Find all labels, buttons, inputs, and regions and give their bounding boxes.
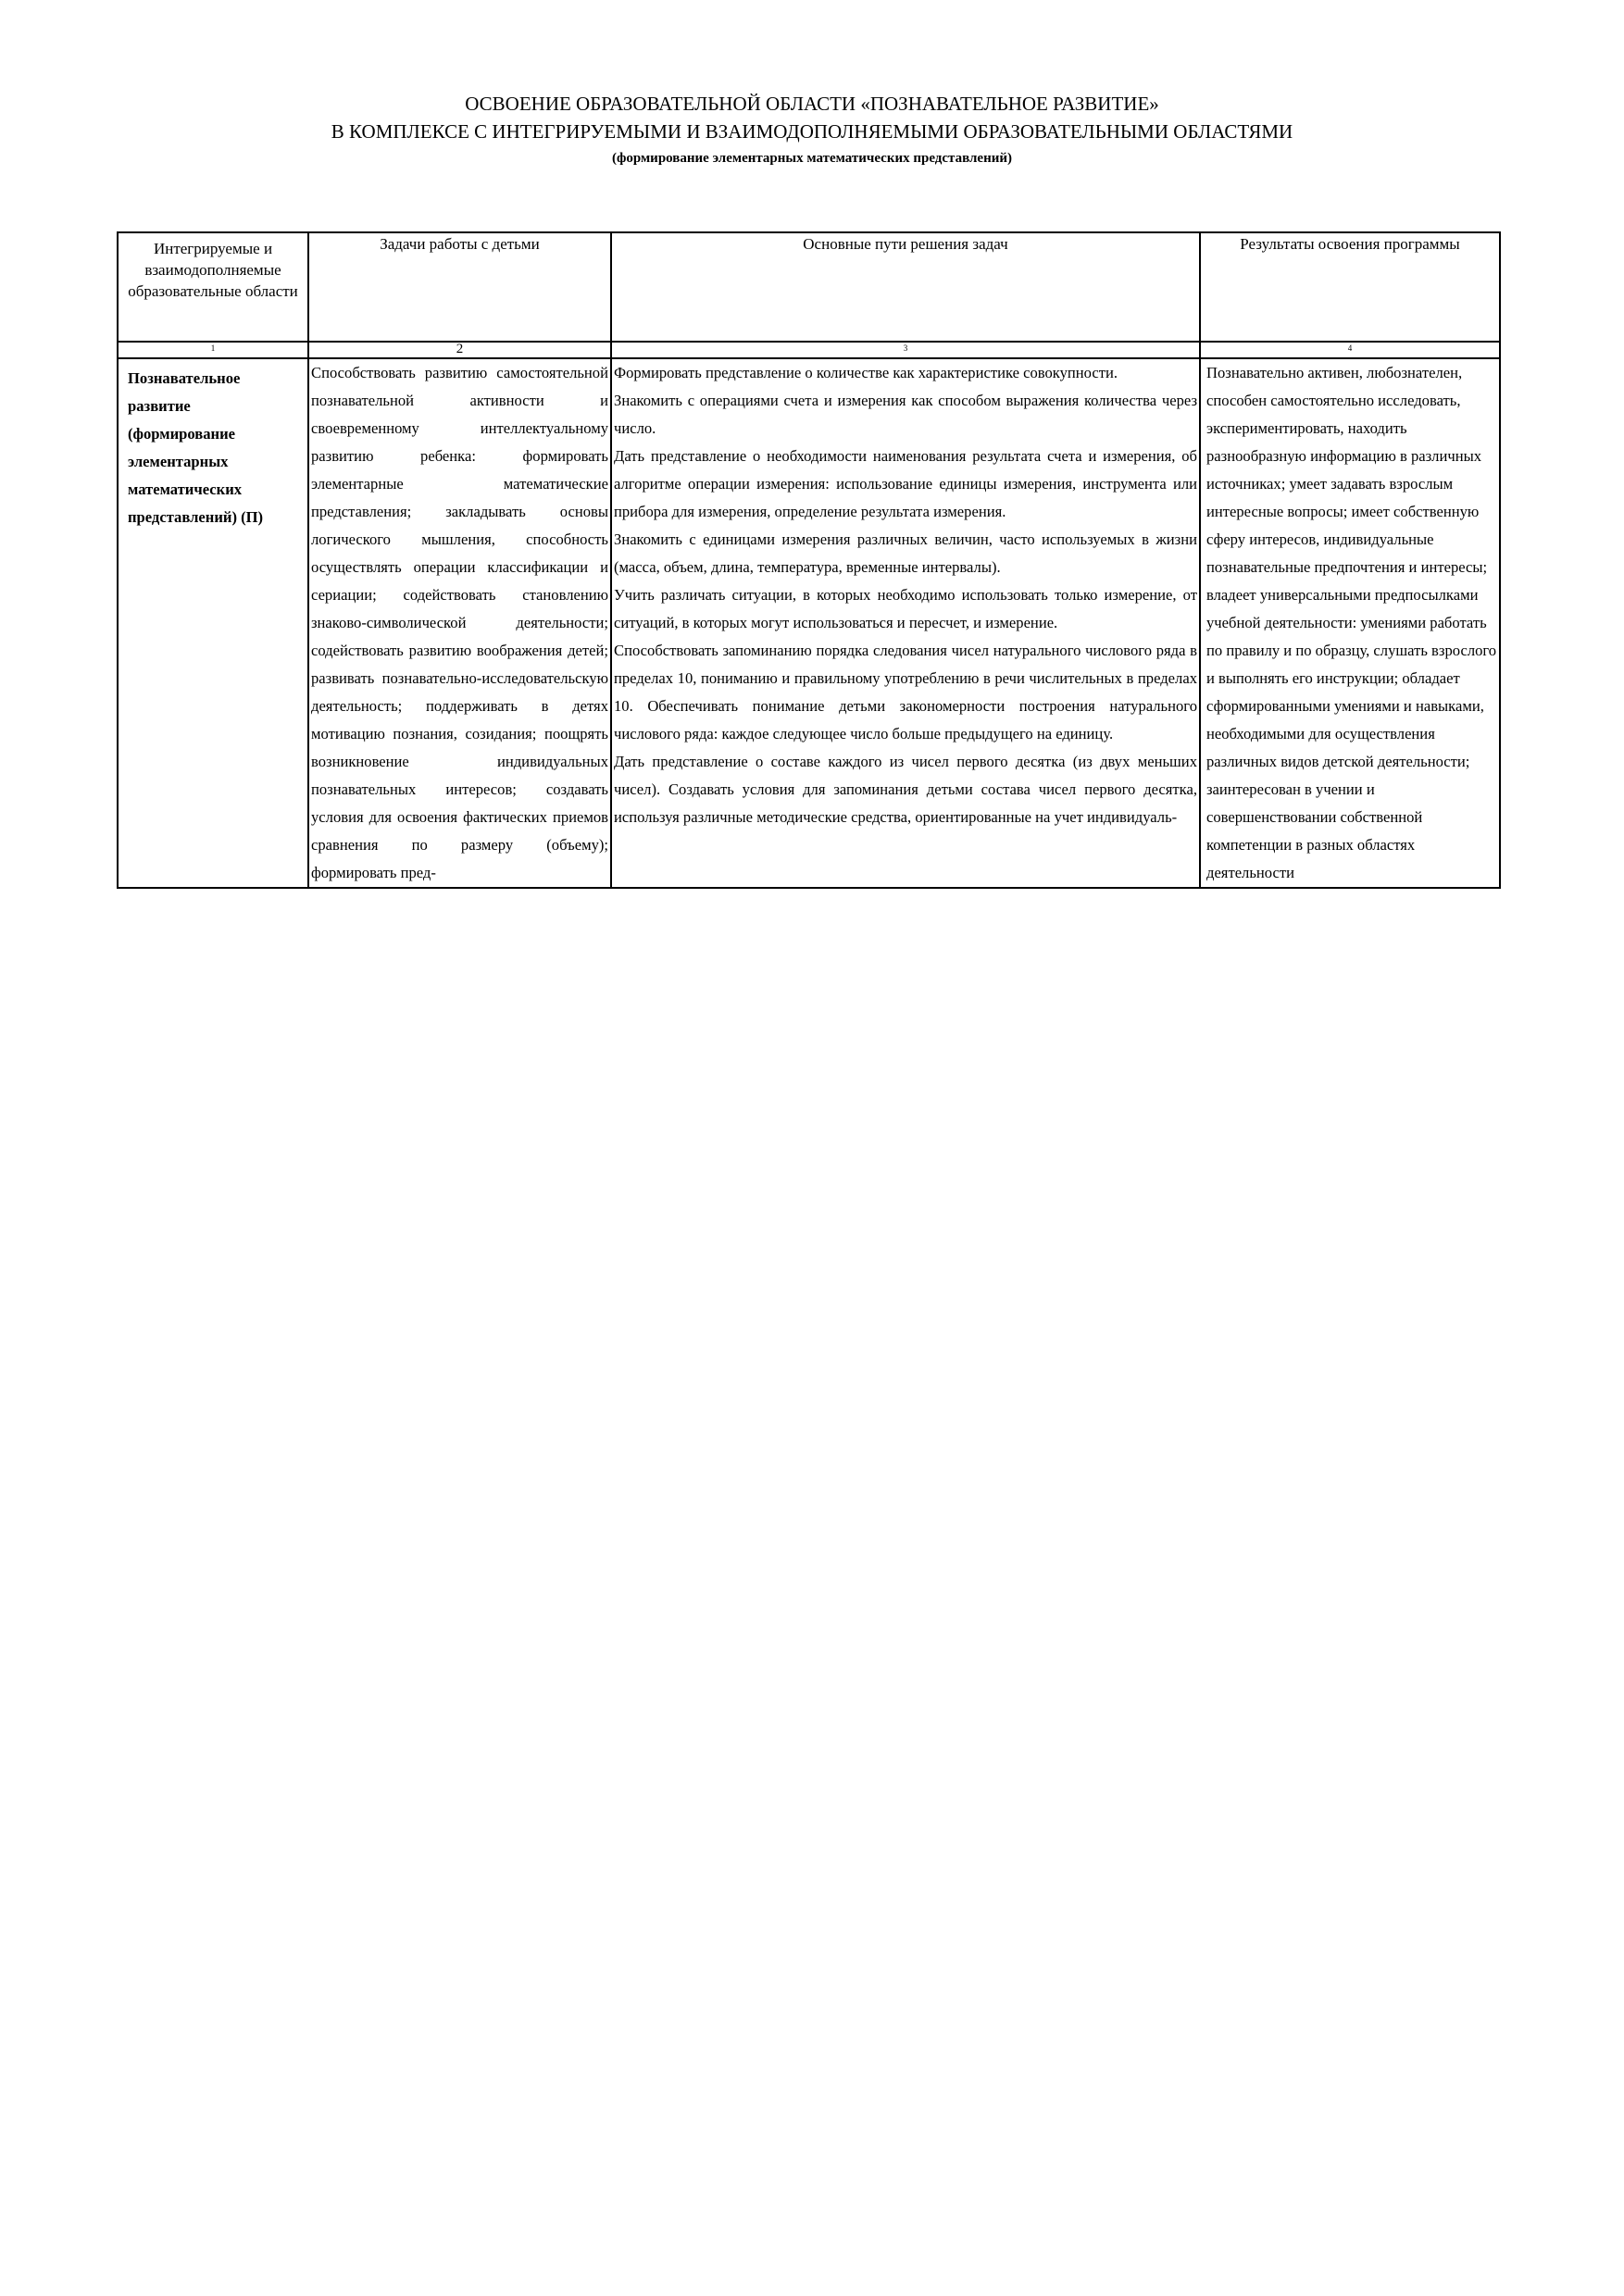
ways-paragraph: Дать представление о составе каждого из чисел первого десятка (из двух меньших чисел). Создавать условия для запоминания детьми состава чисел первого десятка, используя различные методические средства, ориентированные на учет индивидуаль-: [614, 753, 1197, 826]
table-row: [118, 358, 1500, 888]
document-subtitle: (формирование элементарных математических представлений): [611, 151, 1013, 166]
results-cell: Познавательно активен, любознателен, способен самостоятельно исследовать, экспериментировать, находить разнообразную информацию в различных источниках; умеет задавать взрослым интересные вопросы; имеет собственную сферу интересов, индивидуальные познавательные предпочтения и интересы; владеет универсальными предпосылками учебной деятельности: умениями работать по правилу и по образцу, слушать взрослого и выполнять его инструкции; обладает сформированными умениями и навыками, необходимыми для осуществления различных видов детской деятельности; заинтересован в учении и совершенствовании собственной компетенции в разных областях деятельности: [1200, 358, 1500, 888]
area-cell: Познавательное развитие (формирование элементарных математических представлений) (П): [118, 358, 308, 888]
column-number: 3: [611, 342, 1200, 358]
ways-paragraph: Знакомить с единицами измерения различных величин, часто используемых в жизни (масса, объем, длина, температура, временные интервалы).: [614, 530, 1197, 576]
header-results: Результаты освоения программы: [1200, 232, 1500, 342]
ways-cell: [611, 358, 1200, 888]
document-title-line-2: В КОМПЛЕКСЕ С ИНТЕГРИРУЕМЫМИ И ВЗАИМОДОПОЛНЯЕМЫМИ ОБРАЗОВАТЕЛЬНЫМИ ОБЛАСТЯМИ: [331, 120, 1293, 143]
ways-paragraph: Знакомить с операциями счета и измерения как способом выражения количества через число.: [614, 392, 1197, 437]
table-header-row: [118, 232, 1500, 342]
tasks-cell: Способствовать развитию самостоятельной познавательной активности и своевременному интеллектуальному развитию ребенка: формировать элементарные математические представления; закладывать основы логического мышления, способность осуществлять операции классификации и сериации; содействовать становлению знаково-символической деятельности; содействовать развитию воображения детей; развивать познавательно-исследовательскую деятельность; поддерживать в детях мотивацию познания, созидания; поощрять возникновение индивидуальных познавательных интересов; создавать условия для освоения фактических приемов сравнения по размеру (объему); формировать пред-: [308, 358, 611, 888]
ways-paragraph: Способствовать запоминанию порядка следования чисел натурального числового ряда в пределах 10, пониманию и правильному употреблению в речи числительных в пределах 10. Обеспечивать понимание детьми закономерности построения натурального числового ряда: каждое следующее число больше предыдущего на единицу.: [614, 642, 1197, 742]
program-table: [117, 231, 1501, 889]
header-areas: Интегрируемые и взаимодополняемые образовательные области: [118, 232, 308, 342]
ways-paragraph: Дать представление о необходимости наименования результата счета и измерения, об алгоритме операции измерения: использование единицы измерения, инструмента или прибора для измерения, определение результата измерения.: [614, 447, 1197, 520]
ways-paragraph: Формировать представление о количестве как характеристике совокупности.: [614, 364, 1118, 381]
column-number-row: [118, 342, 1500, 358]
header-ways: Основные пути решения задач: [611, 232, 1200, 342]
header-tasks: Задачи работы с детьми: [308, 232, 611, 342]
column-number: 2: [308, 342, 611, 358]
ways-paragraph: Учить различать ситуации, в которых необходимо использовать только измерение, от ситуаций, в которых могут использоваться и пересчет, и измерение.: [614, 586, 1197, 631]
document-title-line-1: ОСВОЕНИЕ ОБРАЗОВАТЕЛЬНОЙ ОБЛАСТИ «ПОЗНАВАТЕЛЬНОЕ РАЗВИТИЕ»: [465, 93, 1159, 115]
column-number: 1: [118, 342, 308, 358]
column-number: 4: [1200, 342, 1500, 358]
